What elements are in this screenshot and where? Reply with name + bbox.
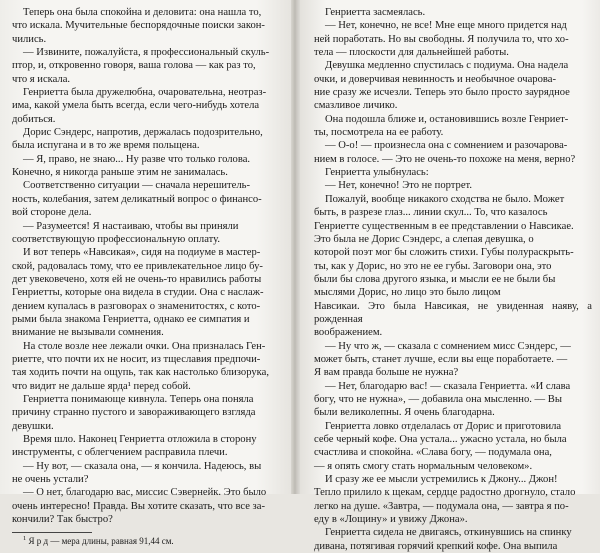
paragraph: — Нет, благодарю вас! — сказала Генриетта. «И слава богу, что не нужна», — добавила она мысленно. — Вы были великолепны. Я очень благодарна. <box>314 380 571 419</box>
paragraph: Генриетта сидела не двигаясь, откинувшись на спинку дивана, потягивая горячий крепкий кофе. Она выпила <box>314 527 572 552</box>
paragraph: — Нет, конечно, не все! Мне еще много придется над ней поработать. Но вы свободны. Я получила то, что хо- тела — плоскости для дальнейшей работы. <box>314 20 569 59</box>
paragraph: — О-о! — произнесла она с сомнением и разочарова- нием в голосе. — Это не очень-то похоже на меня, верно? <box>314 140 576 165</box>
paragraph: Генриетта засмеялась. <box>325 7 426 18</box>
paragraph: Теперь она была спокойна и деловита: она нашла то, что искала. Мучительные беспорядочные поиски закон- чились. <box>12 7 265 45</box>
footnote-divider <box>12 532 92 533</box>
left-page <box>0 0 291 547</box>
paragraph: И сразу же ее мысли устремились к Джону... Джон! Тепло прилило к щекам, сердце радостно дрогнуло, стало легко на душе. «Завтра, — подумала она, — завтра я по- еду в «Лощину» и увижу Джона». <box>314 474 576 526</box>
paragraph: — Я, право, не знаю... Ну разве что только голова. Конечно, я никогда раньше этим не занималась. <box>12 153 251 179</box>
right-page-body <box>314 6 592 553</box>
left-page-body <box>12 6 281 526</box>
paragraph: На столе возле нее лежали очки. Она призналась Ген- риетте, что почти их не носит, из тщеславия предпочи- тая ходить почти на ощупь, так как настолько близорука, что видит не дальше ярда¹ перед собой. <box>12 340 269 392</box>
footnote-text: Я р д — мера длины, равная 91,44 см. <box>26 536 174 547</box>
paragraph: — Разумеется! Я настаиваю, чтобы вы приняли соответствующую профессиональную оплату. <box>12 220 239 245</box>
paragraph: Она подошла ближе и, остановившись возле Генриет- ты, посмотрела на ее работу. <box>314 113 569 139</box>
paragraph: Генриетта ловко отделалась от Дорис и приготовила себе черный кофе. Она устала... ужасно устала, но была счастлива и спокойна. «Слава богу, — подумала она, — я опять смогу стать нормальным человеком». <box>314 420 567 472</box>
paragraph: Пожалуй, вообще никакого сходства не было. Может быть, в разрезе глаз... линии скул... То, что казалось Генриетте существенным в ее представлении о Навсикае. Это была не Дорис Сэндерс, а слепая девушка, о которой поэт мог бы сложить стихи. Губы полураскрыть- ты, как у Дорис, но это не ее губы. Заговори она, это были бы слова другого языка, и мысли ее не были бы мыслями Дорис, но лицо это было лицом Навсикаи. Это была Навсикая, не увиденная наяву, а рожденная воображением. <box>314 193 592 339</box>
paragraph: Время шло. Наконец Генриетта отложила в сторону инструменты, с облегчением расправила плечи. <box>12 434 257 459</box>
paragraph: И вот теперь «Навсикая», сидя на подиуме в мастер- ской, радовалась тому, что ее привлекательное лицо бу- дет увековечено, хотя ей не очень-то нравились работы Генриетты, которые она видела в студии. Она с наслаж- дением купалась в разговорах о знаменитостях, с кото- рыми была знакома Генриетта, однако ее симпатия и внимание не вызывали сомнения. <box>12 247 264 339</box>
footnote-number: 1 <box>23 535 27 543</box>
footnote <box>12 536 281 547</box>
paragraph: Соответственно ситуации — сначала нерешитель- ность, колебания, затем деликатный вопрос о финансо- вой стороне дела. <box>12 180 262 219</box>
paragraph: Генриетта была дружелюбна, очаровательна, неотраз- има, какой умела быть всегда, если чего-нибудь хотела добиться. <box>12 87 267 125</box>
paragraph: Генриетта улыбнулась: <box>325 167 429 179</box>
paragraph: — Ну что ж, — сказала с сомнением мисс Сэндерс, — может быть, станет лучше, если вы еще поработаете. — Я вам правда больше не нужна? <box>314 340 571 379</box>
paragraph: Девушка медленно спустилась с подиума. Она надела очки, и доверчивая невинность и необычное очарова- ние сразу же исчезли. Теперь это было просто заурядное смазливое личико. <box>314 60 570 112</box>
book-gutter <box>291 0 300 494</box>
right-page <box>300 0 600 552</box>
paragraph: — Нет, конечно! Это не портрет. <box>325 180 473 192</box>
paragraph: — Ну вот, — сказала она, — я кончила. Надеюсь, вы не очень устали? <box>12 460 262 486</box>
paragraph: — Извините, пожалуйста, я профессиональный скуль- птор, и, откровенно говоря, ваша голова — как раз то, что я искала. <box>12 47 270 85</box>
paragraph: Дорис Сэндерс, напротив, держалась подозрительно, была испугана и в то же время польщена. <box>12 127 263 152</box>
paragraph: Генриетта понимающе кивнула. Теперь она поняла причину странно пустого и завораживающего взгляда девушки. <box>12 393 256 432</box>
paragraph: — О нет, благодарю вас, миссис Сэвернейк. Это было очень интересно! Правда. Вы хотите сказать, что все за- кончили? Так быстро? <box>12 487 267 526</box>
